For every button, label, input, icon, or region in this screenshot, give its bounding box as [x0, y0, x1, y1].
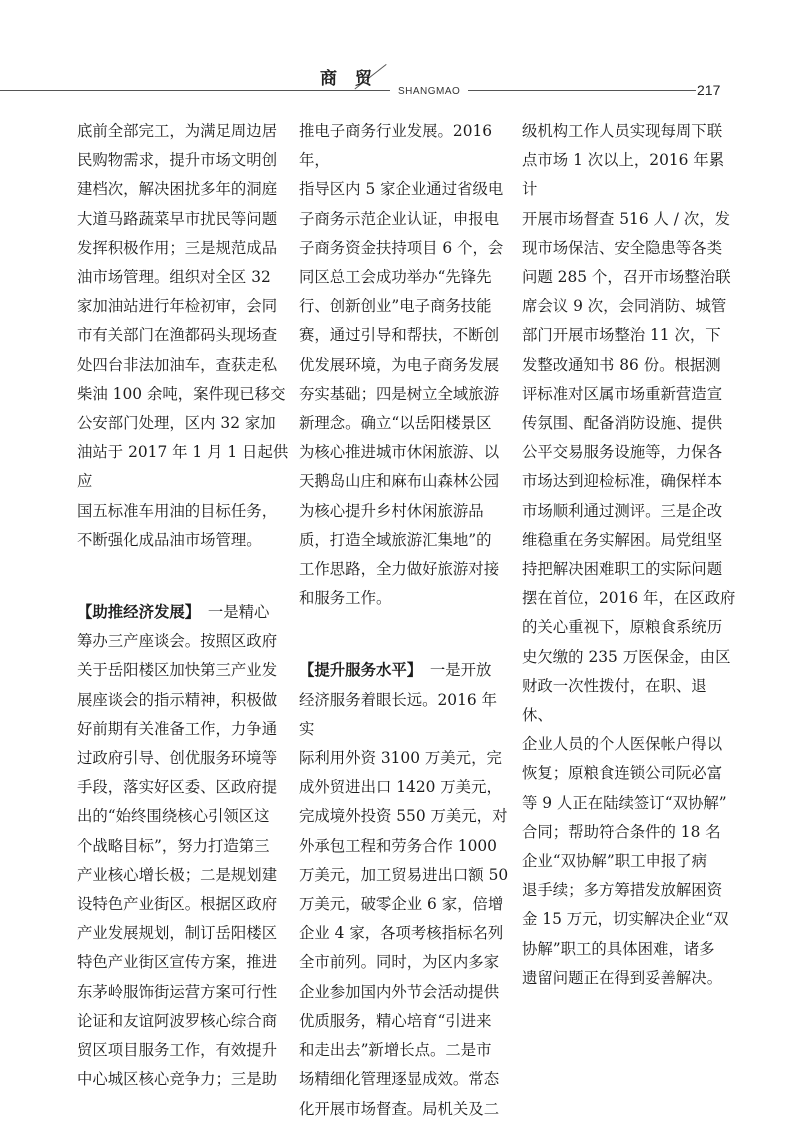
text-line — [299, 292, 511, 321]
text-line — [299, 773, 511, 802]
text-line — [522, 467, 736, 496]
text-line — [299, 263, 511, 292]
text-line — [77, 1036, 289, 1065]
text-line — [77, 205, 289, 234]
line-text: 东茅岭服饰街运营方案可行性 — [77, 982, 278, 1001]
line-text: 民购物需求，提升市场文明创 — [77, 151, 278, 170]
text-line — [77, 234, 289, 263]
line-text: 成外贸进出口 1420 万美元， — [299, 778, 502, 797]
line-text: 开展市场督查 516 人 / 次，发 — [522, 209, 731, 228]
text-line — [522, 584, 736, 613]
line-text: 市有关部门在渔都码头现场查 — [77, 326, 278, 345]
line-text: 一是开放 — [414, 661, 492, 680]
text-line — [299, 1065, 511, 1094]
line-text: 油市场管理。组织对全区 32 — [77, 268, 271, 287]
line-text: 关于岳阳楼区加快第三产业发 — [77, 661, 278, 680]
line-text: 席会议 9 次，会同消防、城管 — [522, 297, 727, 316]
text-column-3 — [522, 117, 736, 993]
text-line — [77, 409, 289, 438]
text-line — [77, 380, 289, 409]
line-text: 推电子商务行业发展。2016 年， — [299, 122, 493, 170]
line-text: 史欠缴的 235 万医保金，由区 — [522, 647, 731, 666]
line-text: 不断强化成品油市场管理。 — [77, 530, 262, 549]
line-text: 柴油 100 余吨，案件现已移交 — [77, 384, 286, 403]
line-text: 公平交易服务设施等，力保各 — [522, 443, 723, 462]
text-line — [522, 759, 736, 788]
text-line — [77, 656, 289, 685]
line-text: 市场顺利通过测评。三是企改 — [522, 501, 723, 520]
text-line — [299, 351, 511, 380]
line-text: 公安部门处理，区内 32 家加 — [77, 414, 276, 433]
text-column-2 — [299, 117, 511, 1124]
paragraph — [77, 117, 289, 555]
paragraph — [299, 117, 511, 613]
text-line — [77, 438, 289, 496]
section-heading: 【助推经济发展】 — [77, 603, 193, 622]
page-number: 217 — [697, 82, 721, 98]
line-text: 展座谈会的指示精神，积极做 — [77, 690, 278, 709]
text-line — [522, 292, 736, 321]
text-line — [77, 497, 289, 526]
line-text: 产业发展规划，制订岳阳楼区 — [77, 924, 278, 943]
line-text: 的关心重视下，原粮食系统历 — [522, 618, 723, 637]
line-text: 传氛围、配备消防设施、提供 — [522, 414, 723, 433]
text-line — [77, 598, 289, 627]
line-text: 优发展环境，为电子商务发展 — [299, 355, 500, 374]
text-line — [522, 643, 736, 672]
line-text: 部门开展市场整治 11 次，下 — [522, 326, 721, 345]
text-line — [299, 919, 511, 948]
text-line — [77, 146, 289, 175]
text-line — [299, 234, 511, 263]
text-line — [522, 263, 736, 292]
line-text: 底前全部完工，为满足周边居 — [77, 122, 278, 140]
line-text: 工作思路，全力做好旅游对接 — [299, 560, 500, 579]
paragraph-gap — [77, 555, 289, 598]
line-text: 全市前列。同时，为区内多家 — [299, 953, 500, 972]
line-text: 发整改通知书 86 份。根据测 — [522, 355, 721, 374]
paragraph-gap — [299, 613, 511, 656]
text-line — [522, 730, 736, 759]
text-line — [77, 117, 289, 146]
line-text: 企业“双协解”职工申报了病 — [522, 852, 708, 871]
line-text: 外承包工程和劳务合作 1000 — [299, 836, 497, 855]
text-line — [299, 205, 511, 234]
line-text: 摆在首位，2016 年，在区政府 — [522, 589, 736, 608]
text-line — [77, 263, 289, 292]
line-text: 评标准对区属市场重新营造宣 — [522, 384, 723, 403]
text-line — [77, 292, 289, 321]
line-text: 出的“始终围绕核心引领区这 — [77, 807, 270, 826]
paragraph — [77, 598, 289, 1094]
text-line — [522, 672, 736, 730]
text-line — [299, 744, 511, 773]
line-text: 和走出去”新增长点。二是市 — [299, 1041, 492, 1060]
line-text: 一是精心 — [192, 603, 270, 622]
line-text: 家加油站进行年检初审，会同 — [77, 297, 278, 316]
line-text: 论证和友谊阿波罗核心综合商 — [77, 1011, 278, 1030]
text-line — [299, 1007, 511, 1036]
section-title: 商 贸 — [320, 69, 378, 89]
line-text: 手段，落实好区委、区政府提 — [77, 778, 278, 797]
line-text: 设特色产业街区。根据区政府 — [77, 895, 278, 914]
line-text: 发挥积极作用；三是规范成品 — [77, 238, 278, 257]
paragraph — [299, 656, 511, 1123]
line-text: 行、创新创业”电子商务技能 — [299, 297, 492, 316]
text-line — [299, 948, 511, 977]
text-line — [522, 876, 736, 905]
line-text: 财政一次性拨付，在职、退休、 — [522, 676, 707, 725]
text-line — [77, 686, 289, 715]
text-line — [299, 409, 511, 438]
line-text: 国五标准车用油的目标任务， — [77, 501, 278, 520]
line-text: 大道马路蔬菜早市扰民等问题 — [77, 209, 278, 228]
line-text: 合同；帮助符合条件的 18 名 — [522, 822, 721, 841]
line-text: 际利用外资 3100 万美元，完 — [299, 749, 502, 768]
text-line — [522, 613, 736, 642]
text-line — [299, 175, 511, 204]
line-text: 处四台非法加油车，查获走私 — [77, 355, 278, 374]
text-line — [77, 948, 289, 977]
line-text: 化开展市场督查。局机关及二 — [299, 1099, 500, 1118]
text-line — [522, 117, 736, 146]
line-text: 质，打造全域旅游汇集地”的 — [299, 530, 492, 549]
line-text: 指导区内 5 家企业通过省级电 — [299, 180, 504, 199]
line-text: 场精细化管理逐显成效。常态 — [299, 1070, 500, 1089]
line-text: 经济服务着眼长远。2016 年实 — [299, 690, 497, 738]
text-line — [77, 919, 289, 948]
line-text: 市场达到迎检标准，确保样本 — [522, 472, 723, 491]
line-text: 优质服务，精心培育“引进来 — [299, 1011, 492, 1030]
text-line — [522, 205, 736, 234]
text-line — [522, 847, 736, 876]
line-text: 企业 4 家，各项考核指标名列 — [299, 924, 504, 943]
text-line — [77, 832, 289, 861]
text-line — [522, 321, 736, 350]
text-line — [522, 818, 736, 847]
line-text: 特色产业街区宣传方案，推进 — [77, 953, 278, 972]
line-text: 夯实基础；四是树立全域旅游 — [299, 384, 500, 403]
line-text: 子商务示范企业认证，申报电 — [299, 209, 500, 228]
line-text: 为核心推进城市休闲旅游、以 — [299, 443, 500, 462]
text-line — [77, 175, 289, 204]
line-text: 产业核心增长极；二是规划建 — [77, 865, 278, 884]
text-line — [299, 497, 511, 526]
text-line — [522, 935, 736, 964]
text-line — [299, 686, 511, 744]
line-text: 好前期有关准备工作，力争通 — [77, 719, 278, 738]
text-line — [77, 861, 289, 890]
header-rule-left — [0, 90, 390, 91]
line-text: 个战略目标”，努力打造第三 — [77, 836, 270, 855]
text-line — [299, 380, 511, 409]
text-line — [299, 438, 511, 467]
section-heading: 【提升服务水平】 — [299, 661, 415, 680]
line-text: 万美元，破零企业 6 家，倍增 — [299, 895, 504, 914]
text-line — [522, 234, 736, 263]
line-text: 企业人员的个人医保帐户得以 — [522, 735, 723, 754]
text-line — [522, 380, 736, 409]
text-line — [522, 555, 736, 584]
line-text: 中心城区核心竞争力；三是助 — [77, 1070, 278, 1089]
text-line — [522, 409, 736, 438]
running-header — [0, 0, 805, 110]
text-line — [522, 351, 736, 380]
line-text: 问题 285 个，召开市场整治联 — [522, 268, 731, 287]
text-line — [522, 905, 736, 934]
text-line — [77, 744, 289, 773]
text-line — [77, 1065, 289, 1094]
text-line — [77, 1007, 289, 1036]
line-text: 建档次，解决困扰多年的洞庭 — [77, 180, 278, 199]
line-text: 贸区项目服务工作，有效提升 — [77, 1041, 278, 1060]
line-text: 赛，通过引导和帮扶，不断创 — [299, 326, 500, 345]
text-line — [522, 526, 736, 555]
line-text: 级机构工作人员实现每周下联 — [522, 122, 723, 140]
text-line — [77, 321, 289, 350]
line-text: 企业参加国内外节会活动提供 — [299, 982, 500, 1001]
line-text: 同区总工会成功举办“先锋先 — [299, 268, 492, 287]
text-column-1 — [77, 117, 289, 1095]
line-text: 遗留问题正在得到妥善解决。 — [522, 968, 723, 987]
line-text: 恢复；原粮食连锁公司阮必富 — [522, 764, 723, 783]
line-text: 过政府引导、创优服务环境等 — [77, 749, 278, 768]
line-text: 协解”职工的具体困难，诸多 — [522, 939, 715, 958]
text-line — [77, 890, 289, 919]
line-text: 现市场保洁、安全隐患等各类 — [522, 238, 723, 257]
line-text: 点市场 1 次以上，2016 年累计 — [522, 151, 725, 199]
text-line — [77, 351, 289, 380]
line-text: 完成境外投资 550 万美元，对 — [299, 807, 508, 826]
text-line — [299, 584, 511, 613]
text-line — [522, 438, 736, 467]
text-line — [299, 978, 511, 1007]
header-rule-right — [468, 90, 696, 91]
text-line — [299, 890, 511, 919]
line-text: 新理念。确立“以岳阳楼景区 — [299, 414, 492, 433]
text-line — [77, 802, 289, 831]
text-line — [77, 978, 289, 1007]
text-line — [522, 964, 736, 993]
text-line — [299, 832, 511, 861]
text-line — [299, 467, 511, 496]
text-line — [299, 656, 511, 685]
text-line — [299, 861, 511, 890]
line-text: 金 15 万元，切实解决企业“双 — [522, 910, 729, 929]
line-text: 等 9 人正在陆续签订“双协解” — [522, 793, 727, 812]
text-line — [522, 497, 736, 526]
line-text: 维稳重在务实解困。局党组坚 — [522, 530, 723, 549]
text-line — [299, 117, 511, 175]
text-line — [77, 715, 289, 744]
text-line — [77, 627, 289, 656]
line-text: 和服务工作。 — [299, 589, 392, 608]
line-text: 子商务资金扶持项目 6 个，会 — [299, 238, 504, 257]
text-line — [522, 789, 736, 818]
line-text: 万美元，加工贸易进出口额 50 — [299, 865, 509, 884]
text-line — [299, 321, 511, 350]
line-text: 油站于 2017 年 1 月 1 日起供应 — [77, 443, 289, 491]
text-line — [299, 802, 511, 831]
section-pinyin: SHANGMAO — [398, 86, 461, 97]
text-line — [77, 773, 289, 802]
text-line — [522, 146, 736, 204]
text-line — [299, 555, 511, 584]
line-text: 退手续；多方筹措发放解困资 — [522, 881, 723, 900]
paragraph — [522, 117, 736, 993]
line-text: 为核心提升乡村休闲旅游品 — [299, 501, 484, 520]
line-text: 筹办三产座谈会。按照区政府 — [77, 632, 278, 651]
text-line — [299, 1036, 511, 1065]
line-text: 持把解决困难职工的实际问题 — [522, 560, 723, 579]
line-text: 天鹅岛山庄和麻布山森林公园 — [299, 472, 500, 491]
text-line — [77, 526, 289, 555]
text-line — [299, 526, 511, 555]
